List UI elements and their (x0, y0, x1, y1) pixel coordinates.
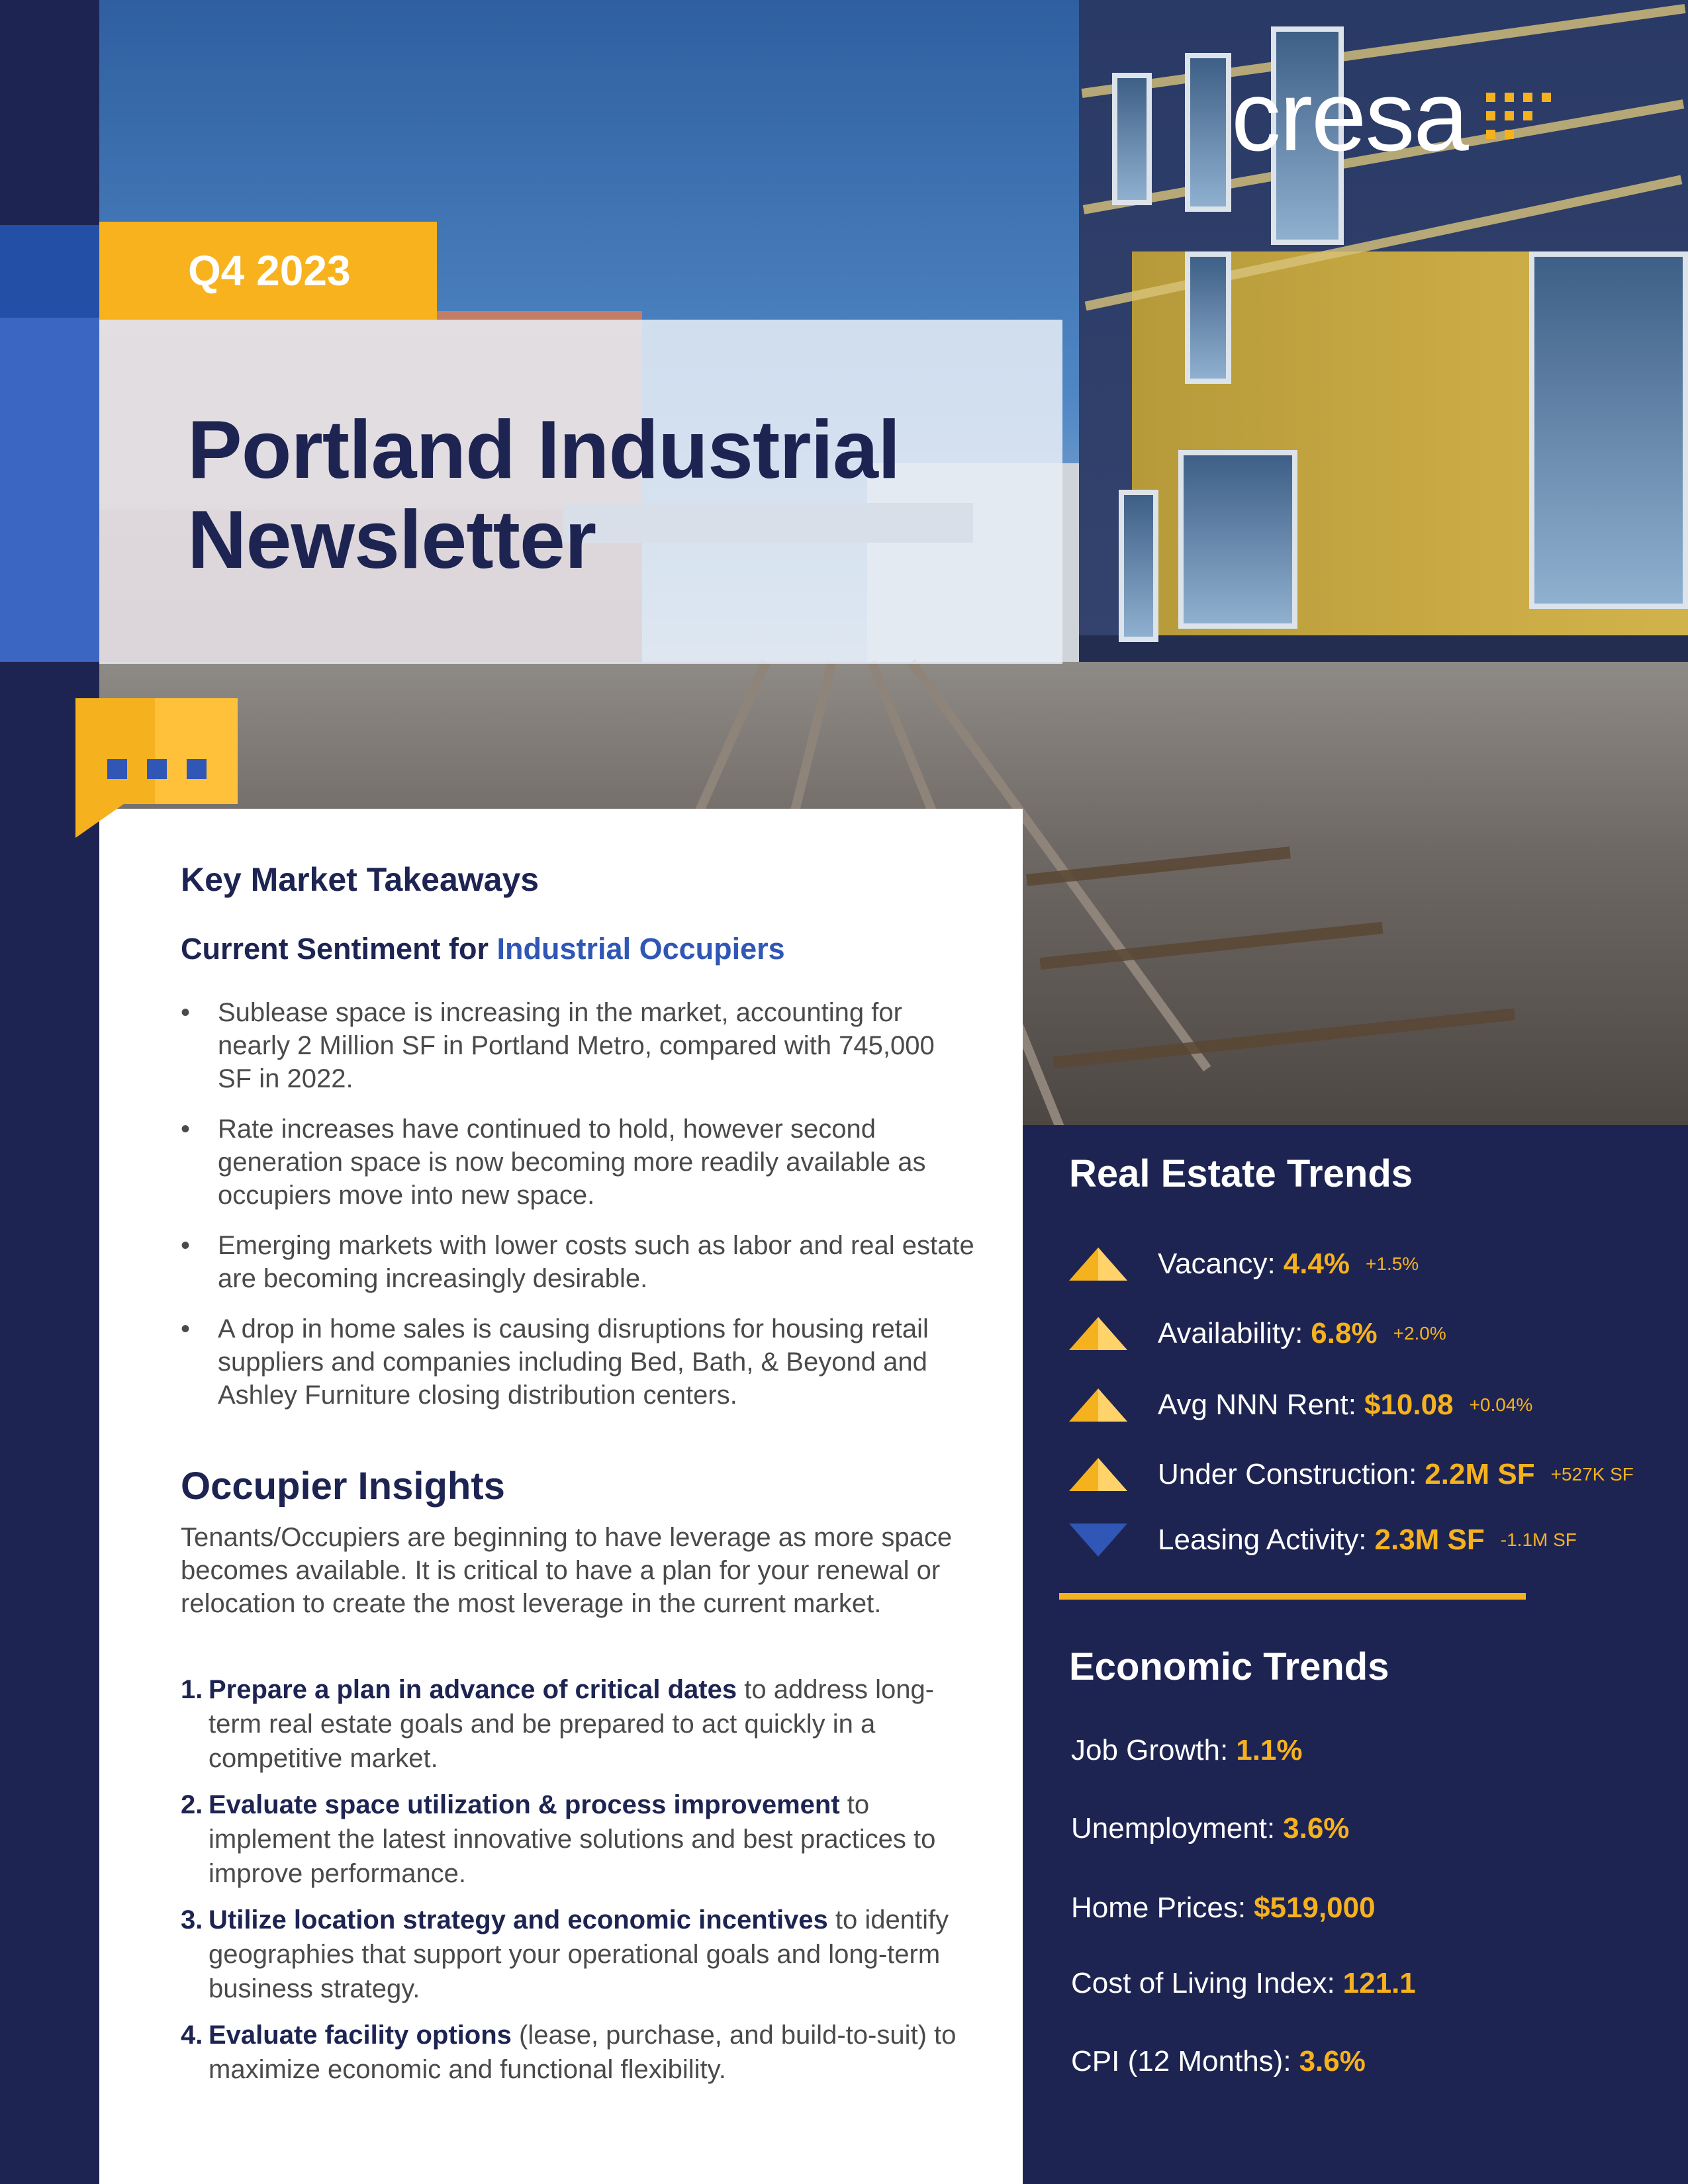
step-number: 4. (181, 2021, 203, 2050)
takeaways-heading: Key Market Takeaways (181, 861, 539, 898)
econ-label: Unemployment: (1071, 1812, 1276, 1844)
econ-label: Cost of Living Index: (1071, 1967, 1335, 1999)
hero-window (1119, 490, 1158, 642)
econ-value: 121.1 (1342, 1967, 1416, 1999)
hero-window (1185, 251, 1231, 384)
trend-value: $10.08 (1364, 1388, 1454, 1421)
econ-row-job-growth (1071, 1734, 1303, 1767)
trend-row-rent (1069, 1388, 1532, 1422)
econ-row-home-prices (1071, 1891, 1376, 1925)
econ-label: Home Prices: (1071, 1891, 1246, 1924)
econ-value: 1.1% (1236, 1734, 1303, 1766)
logo-dots-icon (1486, 93, 1551, 139)
trend-label: Vacancy: (1158, 1248, 1276, 1280)
cresa-logo (1231, 60, 1551, 171)
econ-value: 3.6% (1299, 2045, 1366, 2077)
logo-text: cresa (1231, 60, 1468, 171)
hero-window (1185, 53, 1231, 212)
title-line-2: Newsletter (187, 494, 596, 586)
trend-change: +0.04% (1469, 1394, 1533, 1415)
page-title (187, 405, 900, 585)
chat-bubble-icon (75, 698, 238, 804)
trend-change: +1.5% (1366, 1253, 1419, 1274)
quarter-tag (99, 222, 437, 320)
economic-heading: Economic Trends (1069, 1645, 1389, 1688)
trend-label: Availability: (1158, 1317, 1303, 1349)
step-item (181, 1788, 975, 1891)
econ-value: $519,000 (1254, 1891, 1376, 1924)
step-bold: Evaluate space utilization & process improvement (209, 1790, 840, 1819)
trend-row-vacancy (1069, 1248, 1419, 1281)
trend-change: -1.1M SF (1500, 1529, 1577, 1550)
trend-value: 6.8% (1311, 1317, 1378, 1349)
takeaways-list (181, 996, 975, 1429)
step-text: to identify geographies that support your operational goals and long-term business strategy. (209, 1905, 949, 2003)
arrow-up-icon (1069, 1248, 1127, 1281)
title-line-1: Portland Industrial (187, 404, 900, 496)
quarter-label: Q4 2023 (188, 247, 351, 295)
insights-heading: Occupier Insights (181, 1465, 505, 1508)
step-bold: Evaluate facility options (209, 2021, 512, 2050)
econ-row-cpi (1071, 2045, 1366, 2078)
econ-value: 3.6% (1283, 1812, 1350, 1844)
step-bold: Prepare a plan in advance of critical dates (209, 1675, 737, 1704)
insights-intro: Tenants/Occupiers are beginning to have leverage as more space becomes available. It is critical to have a plan for your renewal or relocation to create the most leverage in the current market. (181, 1523, 953, 1618)
sentiment-highlight: Industrial Occupiers (496, 932, 785, 966)
step-item (181, 2018, 975, 2087)
trend-value: 2.3M SF (1374, 1524, 1485, 1556)
step-item (181, 1903, 975, 2006)
real-estate-heading: Real Estate Trends (1069, 1152, 1413, 1195)
trend-change: +527K SF (1550, 1464, 1634, 1484)
hero-window (1178, 450, 1297, 629)
left-sidebar-accent (0, 225, 99, 318)
arrow-up-icon (1069, 1388, 1127, 1422)
trend-row-leasing (1069, 1524, 1577, 1557)
step-text: to implement the latest innovative solutions and best practices to improve performance. (209, 1790, 936, 1888)
step-number: 1. (181, 1675, 203, 1704)
econ-row-unemployment (1071, 1812, 1349, 1845)
trend-row-construction (1069, 1458, 1634, 1491)
step-number: 2. (181, 1790, 203, 1819)
left-title-accent (0, 318, 99, 662)
list-item: • Sublease space is increasing in the market, accounting for nearly 2 Million SF in Portland Metro, compared with 745,000 SF in 2022. (181, 996, 975, 1095)
sentiment-subheading (181, 932, 785, 966)
step-number: 3. (181, 1905, 203, 1934)
trend-value: 4.4% (1283, 1248, 1350, 1280)
arrow-up-icon (1069, 1458, 1127, 1491)
list-item: • Rate increases have continued to hold, however second generation space is now becoming more readily available as occupiers move into new space. (181, 1113, 975, 1212)
insights-steps (181, 1672, 975, 2099)
trend-value: 2.2M SF (1425, 1458, 1535, 1490)
divider-rule (1059, 1593, 1526, 1600)
arrow-up-icon (1069, 1317, 1127, 1350)
step-item (181, 1672, 975, 1776)
hero-window (1529, 251, 1688, 609)
econ-label: Job Growth: (1071, 1734, 1229, 1766)
trend-label: Avg NNN Rent: (1158, 1388, 1356, 1421)
trend-row-availability (1069, 1317, 1446, 1350)
econ-label: CPI (12 Months): (1071, 2045, 1291, 2077)
list-item: • Emerging markets with lower costs such as labor and real estate are becoming increasingly desirable. (181, 1229, 975, 1295)
trend-label: Leasing Activity: (1158, 1524, 1367, 1556)
list-item: • A drop in home sales is causing disruptions for housing retail suppliers and companies including Bed, Bath, & Beyond and Ashley Furniture closing distribution centers. (181, 1312, 975, 1412)
hero-window (1112, 73, 1152, 205)
trend-label: Under Construction: (1158, 1458, 1417, 1490)
trend-change: +2.0% (1393, 1323, 1446, 1343)
sentiment-prefix: Current Sentiment for (181, 932, 497, 966)
step-text: (lease, purchase, and build-to-suit) to maximize economic and functional flexibility. (209, 2021, 957, 2084)
econ-row-cost-of-living (1071, 1967, 1416, 2000)
step-text: to address long-term real estate goals and be prepared to act quickly in a competitive market. (209, 1675, 935, 1773)
arrow-down-icon (1069, 1524, 1127, 1557)
step-bold: Utilize location strategy and economic incentives (209, 1905, 828, 1934)
